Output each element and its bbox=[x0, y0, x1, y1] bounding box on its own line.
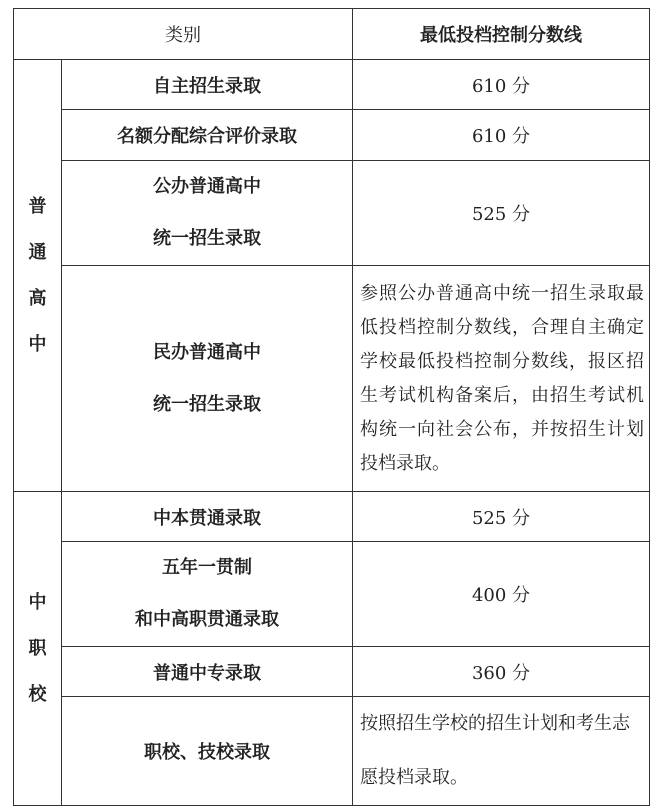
table-row bbox=[14, 542, 650, 647]
note-cell: 参照公办普通高中统一招生录取最低投档控制分数线，合理自主确定学校最低投档控制分数线，报区招生考试机构备案后，由招生考试机构统一向社会公布，并按招生计划投档录取。 bbox=[353, 266, 650, 492]
score-cell: 400 分 bbox=[353, 542, 650, 647]
category-cell: 公办普通高中 统一招生录取 bbox=[62, 161, 353, 266]
score-cell: 525 分 bbox=[353, 161, 650, 266]
category-cell: 自主招生录取 bbox=[62, 60, 353, 110]
table-row bbox=[14, 647, 650, 697]
table-row bbox=[14, 110, 650, 161]
score-cell: 525 分 bbox=[353, 492, 650, 542]
group-label-vocational-school: 中 职 校 bbox=[14, 492, 62, 806]
score-cell: 610 分 bbox=[353, 110, 650, 161]
header-min-score: 最低投档控制分数线 bbox=[353, 9, 650, 60]
category-cell: 名额分配综合评价录取 bbox=[62, 110, 353, 161]
header-row bbox=[14, 9, 650, 60]
category-cell: 职校、技校录取 bbox=[62, 697, 353, 806]
table-row bbox=[14, 697, 650, 806]
category-cell: 五年一贯制 和中高职贯通录取 bbox=[62, 542, 353, 647]
category-cell: 普通中专录取 bbox=[62, 647, 353, 697]
table-row bbox=[14, 266, 650, 492]
table-row bbox=[14, 492, 650, 542]
note-cell: 按照招生学校的招生计划和考生志愿投档录取。 bbox=[353, 697, 650, 806]
table-row bbox=[14, 161, 650, 266]
score-cell: 360 分 bbox=[353, 647, 650, 697]
header-category: 类别 bbox=[14, 9, 353, 60]
category-cell: 中本贯通录取 bbox=[62, 492, 353, 542]
category-cell: 民办普通高中 统一招生录取 bbox=[62, 266, 353, 492]
score-cell: 610 分 bbox=[353, 60, 650, 110]
table-row bbox=[14, 60, 650, 110]
group-label-regular-high-school: 普 通 高 中 bbox=[14, 60, 62, 492]
admission-score-table bbox=[13, 8, 650, 806]
